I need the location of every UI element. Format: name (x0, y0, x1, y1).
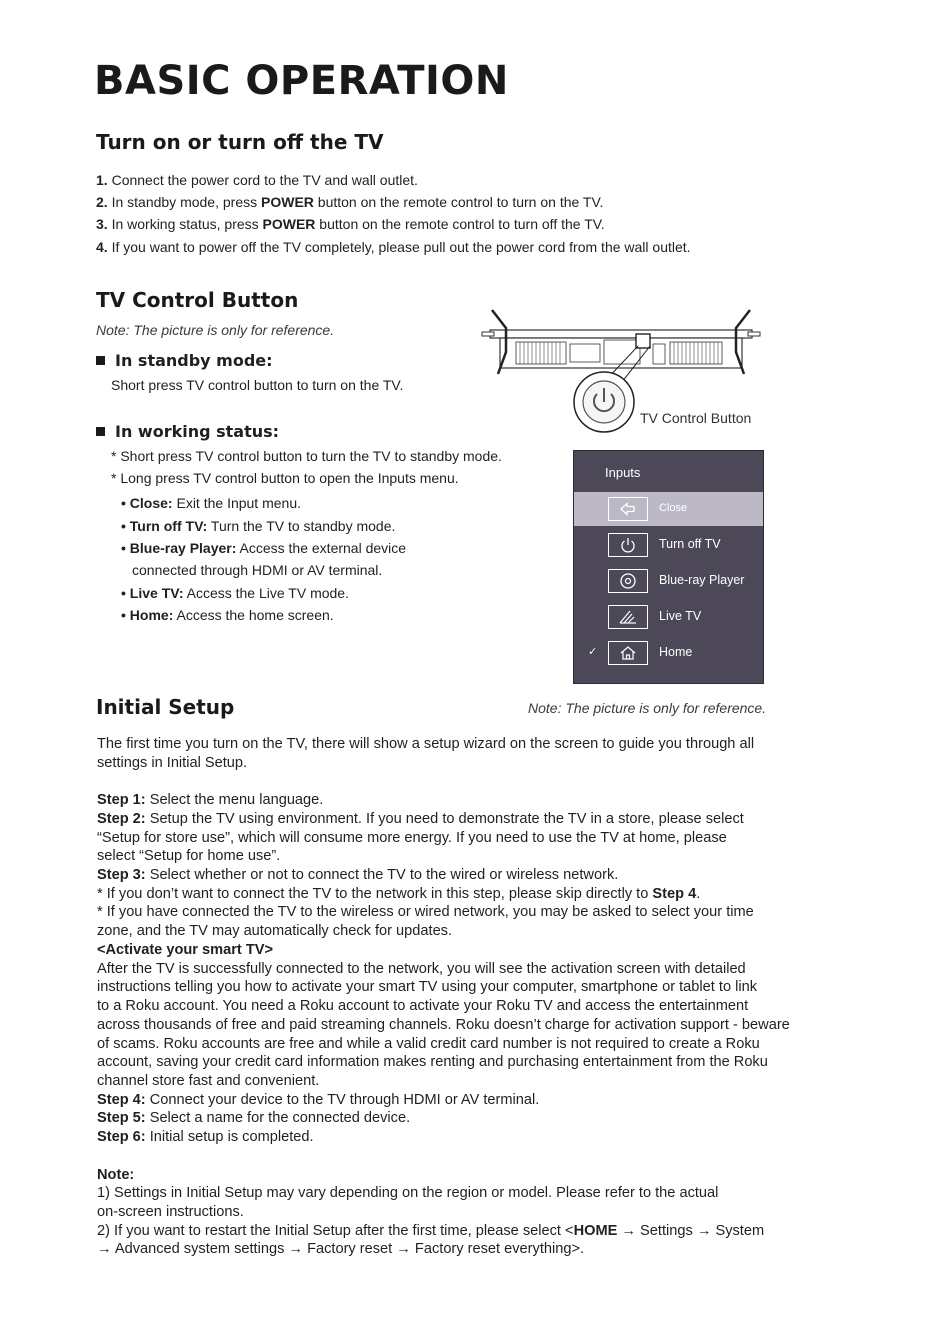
setup-text: After the TV is successfully connected to the network, you will see the activation screen with detailed (97, 960, 746, 977)
power-step (96, 193, 603, 211)
setup-text: 1) Settings in Initial Setup may vary depending on the region or model. Please refer to the actual (97, 1185, 719, 1202)
step-number: 2. (96, 194, 108, 210)
setup-text: select “Setup for home use”. (97, 848, 281, 865)
setup-text: “Setup for store use”, which will consume more energy. If you need to use the TV at home, please (97, 829, 727, 846)
setup-text: Initial setup is completed. (145, 1129, 314, 1146)
step-number: 4. (96, 239, 108, 255)
setup-line (97, 941, 273, 960)
setup-emphasis: Step 6: (97, 1129, 146, 1146)
page-title: BASIC OPERATION (94, 58, 509, 104)
setup-text: * If you don’t want to connect the TV to the network in this step, please skip directly to (97, 885, 653, 902)
setup-text: Select a name for the connected device. (145, 1110, 411, 1127)
setup-line (97, 1016, 790, 1035)
step-text: button on the remote control to turn on the TV. (313, 194, 604, 210)
menu-item-close[interactable] (574, 492, 763, 526)
setup-line (97, 960, 746, 979)
option-line (121, 494, 301, 512)
tv-control-button-label: TV Control Button (640, 410, 752, 426)
step-emphasis: POWER (262, 216, 316, 232)
setup-line (97, 903, 754, 922)
step-text: Connect the power cord to the TV and wall outlet. (107, 172, 418, 188)
setup-text: Select whether or not to connect the TV to the wired or wireless network. (145, 867, 619, 884)
setup-line (97, 810, 744, 829)
option-bullet: • (121, 518, 130, 534)
setup-emphasis: Note: (97, 1166, 135, 1183)
menu-item-label: Home (659, 645, 693, 659)
step-text: In working status, press (107, 216, 263, 232)
setup-text: → Advanced system settings → Factory reset → Factory reset everything>. (97, 1241, 585, 1258)
setup-text: zone, and the TV may automatically check for updates. (97, 923, 453, 940)
antenna-icon (608, 605, 648, 629)
option-line (121, 606, 334, 624)
setup-text: 2) If you want to restart the Initial Setup after the first time, please select < (97, 1222, 574, 1239)
bullet-square-icon (96, 356, 105, 365)
option-name: Blue-ray Player: (129, 540, 237, 556)
setup-line (97, 1240, 584, 1259)
step-text: If you want to power off the TV completely, please pull out the power cord from the wall outlet. (107, 239, 691, 255)
menu-item-label: Live TV (659, 609, 702, 623)
option-name: Close: (129, 495, 173, 511)
disc-icon (608, 569, 648, 593)
option-desc: connected through HDMI or AV terminal. (132, 562, 383, 578)
step-text: button on the remote control to turn off the TV. (315, 216, 605, 232)
option-line (121, 584, 349, 602)
section-heading-control-button: TV Control Button (96, 288, 299, 312)
option-name: Live TV: (129, 585, 184, 601)
setup-line (97, 791, 323, 810)
option-line (121, 517, 395, 535)
section-heading-power: Turn on or turn off the TV (96, 130, 384, 154)
setup-text: Connect your device to the TV through HDMI or AV terminal. (145, 1091, 540, 1108)
setup-text: settings in Initial Setup. (97, 754, 248, 771)
menu-item-live-tv[interactable] (574, 600, 763, 634)
setup-emphasis: Step 5: (97, 1110, 146, 1127)
setup-text: to a Roku account. You need a Roku account to activate your Roku TV and access the entertainment (97, 998, 749, 1015)
setup-text: of scams. Roku accounts are free and while a valid credit card number is not required to create a Roku (97, 1035, 760, 1052)
option-desc: Access the home screen. (173, 607, 334, 623)
setup-emphasis: Step 4: (97, 1091, 146, 1108)
setup-text: The first time you turn on the TV, there will show a setup wizard on the screen to guide you through all (97, 736, 755, 752)
working-line: * Long press TV control button to open the Inputs menu. (111, 470, 459, 486)
step-number: 1. (96, 172, 108, 188)
power-step (96, 215, 605, 233)
setup-text: instructions telling you how to activate your smart TV using your computer, smartphone or tablet to link (97, 979, 758, 996)
setup-line (97, 1035, 760, 1054)
menu-item-home[interactable] (574, 636, 763, 670)
option-bullet: • (121, 495, 130, 511)
setup-line (97, 1128, 314, 1147)
option-line (121, 539, 406, 557)
setup-text: across thousands of free and paid streaming channels. Roku doesn’t charge for activation support - beware (97, 1016, 790, 1033)
setup-text: channel store fast and convenient. (97, 1072, 320, 1089)
option-desc: Access the external device (236, 540, 407, 556)
setup-line (97, 847, 280, 866)
setup-line (97, 754, 247, 773)
menu-item-label: Close (659, 502, 688, 514)
setup-line (97, 997, 748, 1016)
setup-emphasis: HOME (573, 1222, 618, 1239)
power-step (96, 238, 691, 256)
back-arrow-icon (608, 497, 648, 521)
setup-emphasis: Step 3: (97, 867, 146, 884)
setup-line (97, 1184, 718, 1203)
power-icon (608, 533, 648, 557)
option-desc: Access the Live TV mode. (183, 585, 349, 601)
option-line (132, 561, 382, 579)
option-name: Home: (129, 607, 174, 623)
setup-emphasis: Step 2: (97, 810, 146, 827)
option-bullet: • (121, 607, 130, 623)
option-desc: Turn the TV to standby mode. (207, 518, 396, 534)
setup-text: . (696, 885, 701, 902)
option-bullet: • (121, 540, 130, 556)
setup-line (97, 922, 452, 941)
setup-line (97, 1091, 539, 1110)
setup-line (97, 829, 727, 848)
standby-heading: In standby mode: (96, 351, 273, 370)
reference-note: Note: The picture is only for reference. (528, 700, 767, 716)
setup-text: on-screen instructions. (97, 1204, 244, 1220)
reference-note: Note: The picture is only for reference. (96, 322, 335, 338)
step-number: 3. (96, 216, 108, 232)
check-icon: ✓ (588, 646, 598, 658)
menu-item-label: Blue-ray Player (659, 573, 745, 587)
inputs-menu-title: Inputs (605, 465, 641, 480)
menu-item-label: Turn off TV (659, 537, 721, 551)
option-name: Turn off TV: (129, 518, 208, 534)
inputs-menu (573, 450, 764, 684)
setup-text: * If you have connected the TV to the wireless or wired network, you may be asked to select your time (97, 904, 754, 921)
step-text: In standby mode, press (107, 194, 261, 210)
setup-emphasis: <Activate your smart TV> (97, 941, 274, 958)
menu-item-turn-off-tv[interactable] (574, 528, 763, 562)
setup-line (97, 735, 754, 754)
setup-text: Setup the TV using environment. If you need to demonstrate the TV in a store, please select (145, 810, 744, 827)
section-heading-initial-setup: Initial Setup (96, 695, 235, 719)
step-emphasis: POWER (261, 194, 314, 210)
setup-line (97, 978, 757, 997)
menu-item-blue-ray-player[interactable] (574, 564, 763, 598)
working-heading: In working status: (96, 422, 279, 441)
setup-line (97, 1109, 410, 1128)
setup-text: → Settings → System (617, 1222, 765, 1239)
home-icon (608, 641, 648, 665)
option-desc: Exit the Input menu. (172, 495, 301, 511)
setup-line (97, 885, 700, 904)
bullet-square-icon (96, 427, 105, 436)
setup-emphasis: Step 1: (97, 792, 146, 809)
working-line: * Short press TV control button to turn the TV to standby mode. (111, 448, 502, 464)
setup-line (97, 1053, 768, 1072)
setup-line (97, 1072, 319, 1091)
setup-emphasis: Step 4 (652, 885, 697, 902)
setup-line (97, 1203, 244, 1222)
standby-text: Short press TV control button to turn on the TV. (111, 377, 404, 393)
power-step (96, 171, 418, 189)
setup-text: account, saving your credit card information makes renting and purchasing entertainment from the Roku (97, 1054, 768, 1071)
setup-line (97, 1222, 764, 1241)
setup-text: Select the menu language. (145, 792, 324, 809)
setup-line (97, 866, 618, 885)
option-bullet: • (121, 585, 130, 601)
setup-line (97, 1166, 134, 1185)
